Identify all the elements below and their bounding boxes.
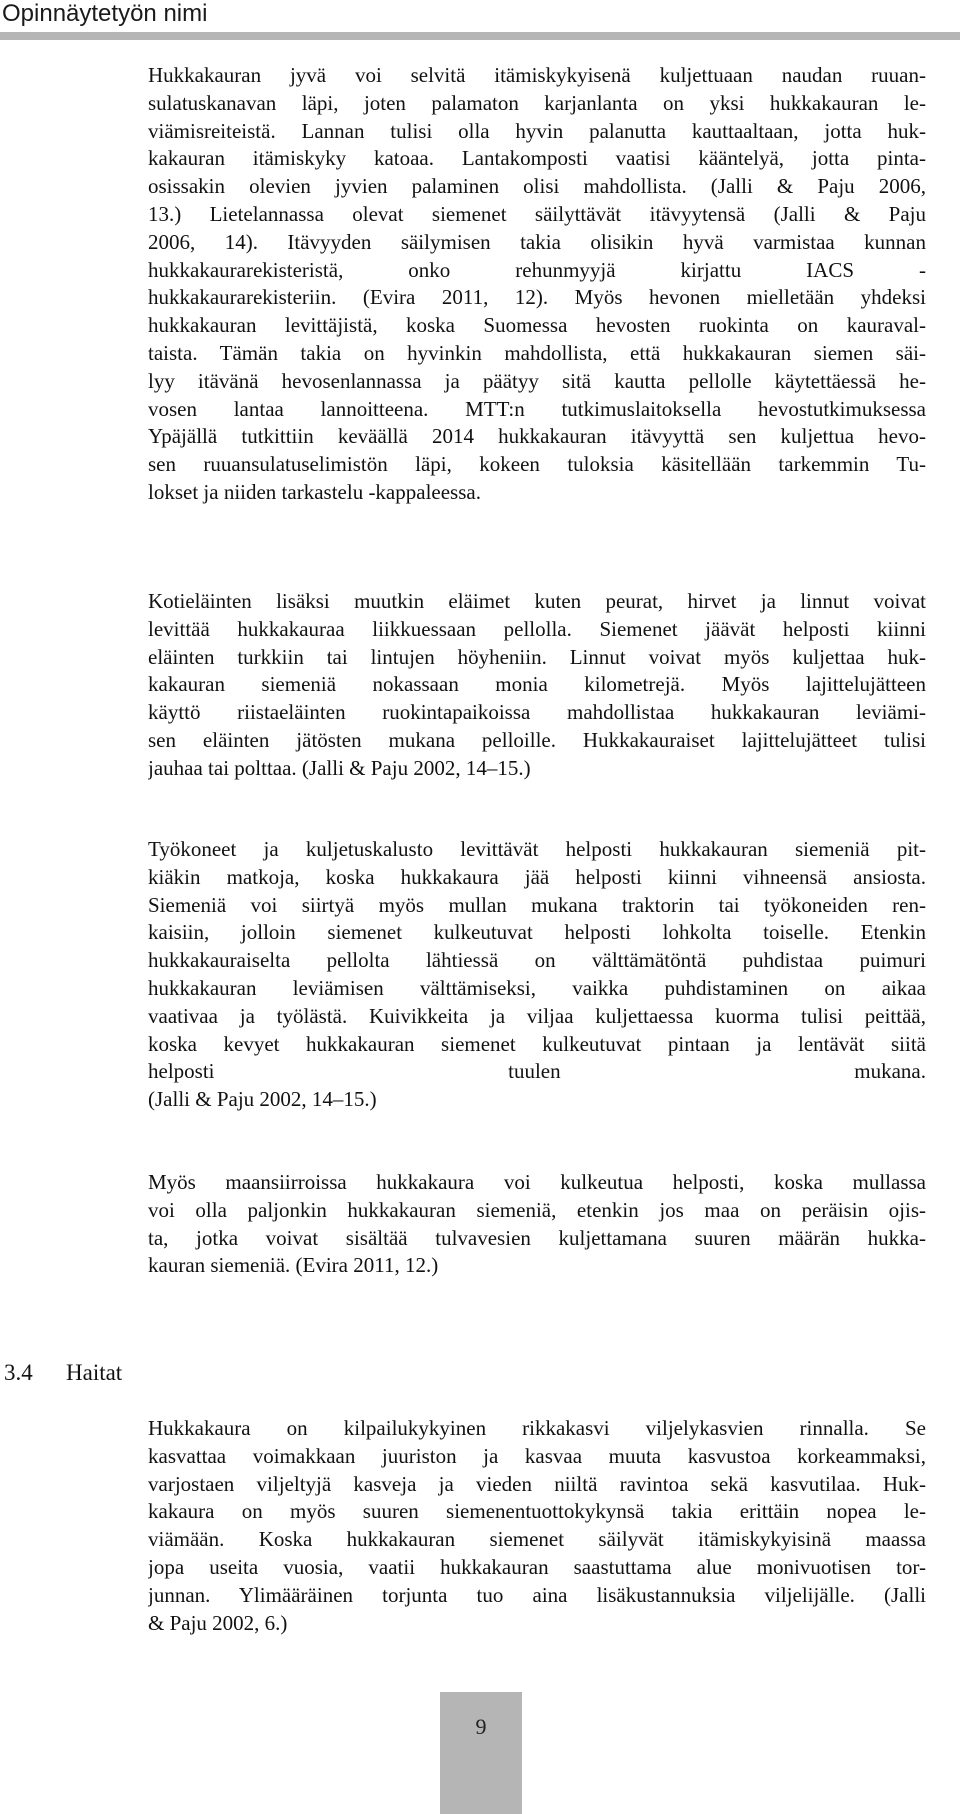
text-line: taista. Tämän takia on hyvinkin mahdollista, että hukkakauran siemen säi- — [148, 340, 926, 365]
text-line: Ypäjällä tutkittiin keväällä 2014 hukkakauran itävyyttä sen kuljettua hevo- — [148, 424, 926, 449]
text-line: kakauran itämiskyky katoaa. Lantakomposti vaatisi kääntelyä, jotta pinta- — [148, 146, 926, 171]
text-line: hukkakauran levittäjistä, koska Suomessa hevosten ruokinta on kauraval- — [148, 313, 926, 338]
text-line: Työkoneet ja kuljetuskalusto levittävät helposti hukkakauran siemeniä pit- — [148, 837, 926, 861]
text-line: Hukkakaura on kilpailukykyinen rikkakasvi viljelykasvien rinnalla. Se — [148, 1416, 926, 1440]
text-line: jopa useita vuosia, vaatii hukkakauran saastuttama alue monivuotisen tor- — [148, 1554, 926, 1579]
page-number: 9 — [475, 1714, 487, 1739]
text-line: Kotieläinten lisäksi muutkin eläimet kuten peurat, hirvet ja linnut voivat — [148, 589, 926, 613]
section-title: Haitat — [66, 1360, 123, 1385]
section-number: 3.4 — [4, 1360, 33, 1385]
page-number-box — [440, 1692, 522, 1814]
text-line: koska kevyet hukkakauran siemenet kulkeutuvat pintaan ja lentävät siitä — [148, 1031, 926, 1056]
text-line: & Paju 2002, 6.) — [148, 1610, 288, 1635]
text-line: hukkakaurarekisteristä, onko rehunmyyjä kirjattu IACS - — [148, 257, 926, 282]
text-line: osissakin olevien jyvien palaminen olisi mahdollista. (Jalli & Paju 2006, — [148, 174, 926, 199]
paragraph-machinery — [148, 836, 926, 1114]
text-line: hukkakaurarekisteriin. (Evira 2011, 12). Myös hevonen mielletään yhdeksi — [148, 285, 926, 310]
text-line: eläinten turkkiin tai lintujen höyheniin. Linnut voivat myös kuljettaa huk- — [148, 644, 926, 669]
text-line: Hukkakauran jyvä voi selvitä itämiskykyisenä kuljettuaan naudan ruuan- — [148, 63, 926, 87]
text-line: voi olla paljonkin hukkakauran siemeniä, etenkin jos maa on peräisin ojis- — [148, 1197, 926, 1222]
text-line: varjostaen viljeltyjä kasveja ja vieden niiltä ravintoa sekä kasvutilaa. Huk- — [148, 1471, 926, 1496]
paragraph-seed-dispersal-manure — [148, 62, 926, 507]
text-line: jauhaa tai polttaa. (Jalli & Paju 2002, 14–15.) — [148, 755, 531, 780]
paragraph-soil-transfer — [148, 1169, 926, 1280]
text-line: Myös maansiirroissa hukkakaura voi kulkeutua helposti, koska mullassa — [148, 1170, 926, 1194]
text-line: 2006, 14). Itävyyden säilymisen takia olisikin hyvä varmistaa kunnan — [148, 229, 926, 254]
text-line: sulatuskanavan läpi, joten palamaton karjanlanta on yksi hukkakauran le- — [148, 90, 926, 115]
text-line: kasvattaa voimakkaan juuriston ja kasvaa muuta kasvustoa korkeammaksi, — [148, 1443, 926, 1468]
text-line: kaisiin, jolloin siemenet kulkeutuvat helposti lohkolta toiselle. Etenkin — [148, 920, 926, 945]
header-rule — [0, 32, 960, 40]
text-line: sen ruuansulatuselimistön läpi, kokeen tuloksia käsitellään tarkemmin Tu- — [148, 452, 926, 477]
text-line: kakauran siemeniä nokassaan monia kilometrejä. Myös lajittelujätteen — [148, 672, 926, 697]
text-line: hukkakauraiselta pellolta lähtiessä on välttämätöntä puhdistaa puimuri — [148, 948, 926, 973]
text-line: ta, jotka voivat sisältää tulvavesien kuljettamana suuren määrän hukka- — [148, 1225, 926, 1250]
text-line: kakaura on myös suuren siemenentuottokykynsä takia erittäin nopea le- — [148, 1499, 926, 1524]
text-line: 13.) Lietelannassa olevat siemenet säilyttävät itävyytensä (Jalli & Paju — [148, 201, 926, 226]
text-line: junnan. Ylimääräinen torjunta tuo aina lisäkustannuksia viljelijälle. (Jalli — [148, 1582, 926, 1607]
document-header-title: Opinnäytetyön nimi — [2, 0, 208, 27]
paragraph-animals — [148, 588, 926, 783]
text-line: kiäkin matkoja, koska hukkakaura jää helposti kiinni vihneensä ansiosta. — [148, 864, 926, 889]
text-line: helposti tuulen mukana. — [148, 1059, 926, 1084]
text-line: viämään. Koska hukkakauran siemenet säilyvät itämiskykyisinä maassa — [148, 1527, 926, 1552]
text-line: hukkakauran leviämisen välttämiseksi, vaikka puhdistaminen on aikaa — [148, 975, 926, 1000]
text-line: vosen lantaa lannoitteena. MTT:n tutkimuslaitoksella hevostutkimuksessa — [148, 396, 926, 421]
paragraph-harms — [148, 1415, 926, 1637]
text-line: Siemeniä voi siirtyä myös mullan mukana traktorin tai työkoneiden ren- — [148, 892, 926, 917]
text-line: vaativaa ja työlästä. Kuivikkeita ja viljaa kuljettaessa kuorma tulisi peittää, — [148, 1003, 926, 1028]
text-line: lokset ja niiden tarkastelu -kappaleessa. — [148, 479, 481, 504]
text-line: levittää hukkakauraa liikkuessaan pellolla. Siemenet jäävät helposti kiinni — [148, 616, 926, 641]
section-heading — [4, 1359, 122, 1387]
text-line: kauran siemeniä. (Evira 2011, 12.) — [148, 1253, 439, 1278]
text-line: lyy itävänä hevosenlannassa ja päätyy sitä kautta pellolle käytettäessä he- — [148, 368, 926, 393]
text-line: sen eläinten jätösten mukana pelloille. Hukkakauraiset lajittelujätteet tulisi — [148, 727, 926, 752]
text-line: (Jalli & Paju 2002, 14–15.) — [148, 1087, 377, 1112]
text-line: käyttö riistaeläinten ruokintapaikoissa mahdollistaa hukkakauran leviämi- — [148, 700, 926, 725]
text-line: viämisreiteistä. Lannan tulisi olla hyvin palanutta kauttaaltaan, jotta huk- — [148, 118, 926, 143]
